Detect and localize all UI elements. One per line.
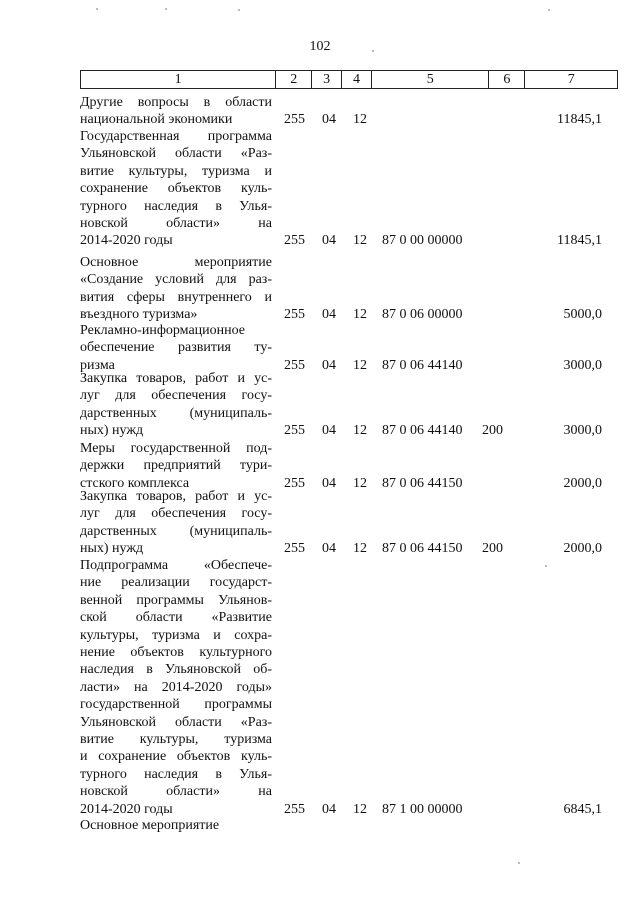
- description-line: ской области «Развитие: [80, 610, 272, 626]
- cell-c5: 87 0 06 00000: [382, 307, 463, 323]
- table-row: [80, 322, 618, 374]
- cell-c4: 12: [353, 541, 367, 557]
- row-description: [80, 440, 272, 492]
- description-line: национальной экономики: [80, 112, 233, 128]
- cell-c5: 87 0 06 44140: [382, 423, 463, 439]
- cell-c5: 87 1 00 00000: [382, 801, 463, 817]
- description-line: Основное мероприятие: [80, 818, 220, 833]
- description-line: «Создание условий для раз-: [80, 272, 272, 288]
- cell-c7: 11845,1: [557, 112, 602, 128]
- description-line: культуры, туризма и сохра-: [80, 627, 272, 643]
- description-line: турного наследия в Улья-: [80, 766, 272, 782]
- cell-c3: 04: [322, 475, 336, 491]
- cell-c7: 3000,0: [563, 357, 602, 373]
- description-line: дарственных (муниципаль-: [80, 523, 272, 539]
- cell-c3: 04: [322, 233, 336, 249]
- description-line: луг для обеспечения госу-: [80, 388, 272, 404]
- description-line: витие культуры, туризма и: [80, 163, 272, 179]
- description-line: держки предприятий тури-: [80, 458, 272, 474]
- cell-c2: 255: [284, 423, 305, 439]
- row-description: [80, 254, 272, 324]
- page-number: 102: [309, 39, 331, 54]
- description-line: луг для обеспечения госу-: [80, 506, 272, 522]
- scan-speck: [518, 862, 520, 864]
- row-description: [80, 94, 272, 129]
- table-row: [80, 440, 618, 492]
- description-line: новской области» на: [80, 216, 272, 232]
- cell-c3: 04: [322, 423, 336, 439]
- description-line: ласти» на 2014-2020 годы»: [80, 679, 272, 695]
- description-line: 2014-2020 годы: [80, 801, 173, 817]
- row-description: [80, 322, 272, 374]
- cell-c7: 6845,1: [563, 801, 602, 817]
- header-col-1: 1: [81, 71, 276, 88]
- header-col-7: 7: [567, 72, 575, 87]
- description-line: ние реализации государст-: [80, 575, 272, 591]
- header-col-2: 2: [276, 71, 312, 88]
- description-line: турного наследия в Улья-: [80, 198, 272, 214]
- cell-c5: 87 0 06 44150: [382, 541, 463, 557]
- cell-c2: 255: [284, 357, 305, 373]
- table-row: [80, 128, 618, 250]
- cell-c4: 12: [353, 233, 367, 249]
- description-line: новской области» на: [80, 784, 272, 800]
- cell-c2: 255: [284, 475, 305, 491]
- description-line: государственной программы: [80, 697, 272, 713]
- description-line: ных) нужд: [80, 541, 144, 557]
- cell-c6: 200: [482, 541, 503, 557]
- description-line: Другие вопросы в области: [80, 95, 272, 110]
- table-row: [80, 488, 618, 558]
- cell-c4: 12: [353, 801, 367, 817]
- cell-c5: 87 0 06 44140: [382, 357, 463, 373]
- scan-speck: [238, 9, 240, 11]
- description-line: Меры государственной под-: [80, 441, 272, 456]
- cell-c7: 2000,0: [563, 541, 602, 557]
- cell-c3: 04: [322, 112, 336, 128]
- description-line: ризма: [80, 357, 115, 373]
- cell-c3: 04: [322, 307, 336, 323]
- table-row: [80, 370, 618, 440]
- description-line: вития сферы внутреннего и: [80, 289, 272, 305]
- table-row: [80, 94, 618, 129]
- scan-speck: [165, 8, 167, 10]
- description-line: Подпрограмма «Обеспече-: [80, 558, 272, 573]
- table-row: [80, 817, 618, 834]
- scan-speck: [545, 565, 547, 567]
- cell-c6: 200: [482, 423, 503, 439]
- description-line: венной программы Ульянов-: [80, 592, 272, 608]
- cell-c5: 87 0 06 44150: [382, 475, 463, 491]
- cell-c3: 04: [322, 801, 336, 817]
- cell-c4: 12: [353, 475, 367, 491]
- description-line: Основное мероприятие: [80, 255, 272, 270]
- cell-c4: 12: [353, 112, 367, 128]
- table-row: [80, 557, 618, 818]
- table-row: [80, 254, 618, 324]
- row-description: [80, 128, 272, 250]
- cell-c2: 255: [284, 541, 305, 557]
- cell-c2: 255: [284, 801, 305, 817]
- cell-c4: 12: [353, 307, 367, 323]
- cell-c3: 04: [322, 357, 336, 373]
- cell-c2: 255: [284, 112, 305, 128]
- row-description: [80, 370, 272, 440]
- table-header: [80, 70, 618, 89]
- description-line: витие культуры, туризма: [80, 732, 272, 748]
- header-col-3: 3: [312, 71, 342, 88]
- cell-c5: 87 0 00 00000: [382, 233, 463, 249]
- description-line: наследия в Ульяновской об-: [80, 662, 272, 678]
- header-col-6: 6: [489, 71, 525, 88]
- scan-speck: [96, 8, 98, 10]
- description-line: въездного туризма»: [80, 307, 198, 323]
- description-line: Государственная программа: [80, 129, 272, 144]
- cell-c7: 2000,0: [563, 475, 602, 491]
- cell-c4: 12: [353, 423, 367, 439]
- description-line: Закупка товаров, работ и ус-: [80, 489, 272, 504]
- description-line: 2014-2020 годы: [80, 233, 173, 249]
- header-col-5: 5: [372, 71, 490, 88]
- cell-c2: 255: [284, 233, 305, 249]
- description-line: и сохранение объектов куль-: [80, 749, 272, 765]
- description-line: стского комплекса: [80, 475, 190, 491]
- description-line: Ульяновской области «Раз-: [80, 714, 272, 730]
- scan-speck: [548, 9, 550, 11]
- description-line: сохранение объектов куль-: [80, 181, 272, 197]
- description-line: дарственных (муниципаль-: [80, 405, 272, 421]
- description-line: Закупка товаров, работ и ус-: [80, 371, 272, 386]
- cell-c4: 12: [353, 357, 367, 373]
- row-description: [80, 817, 272, 834]
- cell-c2: 255: [284, 307, 305, 323]
- description-line: обеспечение развития ту-: [80, 340, 272, 356]
- description-line: нение объектов культурного: [80, 645, 272, 661]
- cell-c7: 11845,1: [557, 233, 602, 249]
- description-line: Рекламно-информационное: [80, 323, 246, 338]
- cell-c3: 04: [322, 541, 336, 557]
- description-line: ных) нужд: [80, 423, 144, 439]
- scan-speck: [372, 50, 374, 52]
- row-description: [80, 488, 272, 558]
- description-line: Ульяновской области «Раз-: [80, 146, 272, 162]
- cell-c7: 5000,0: [563, 307, 602, 323]
- cell-c7: 3000,0: [563, 423, 602, 439]
- header-col-4: 4: [342, 71, 372, 88]
- row-description: [80, 557, 272, 818]
